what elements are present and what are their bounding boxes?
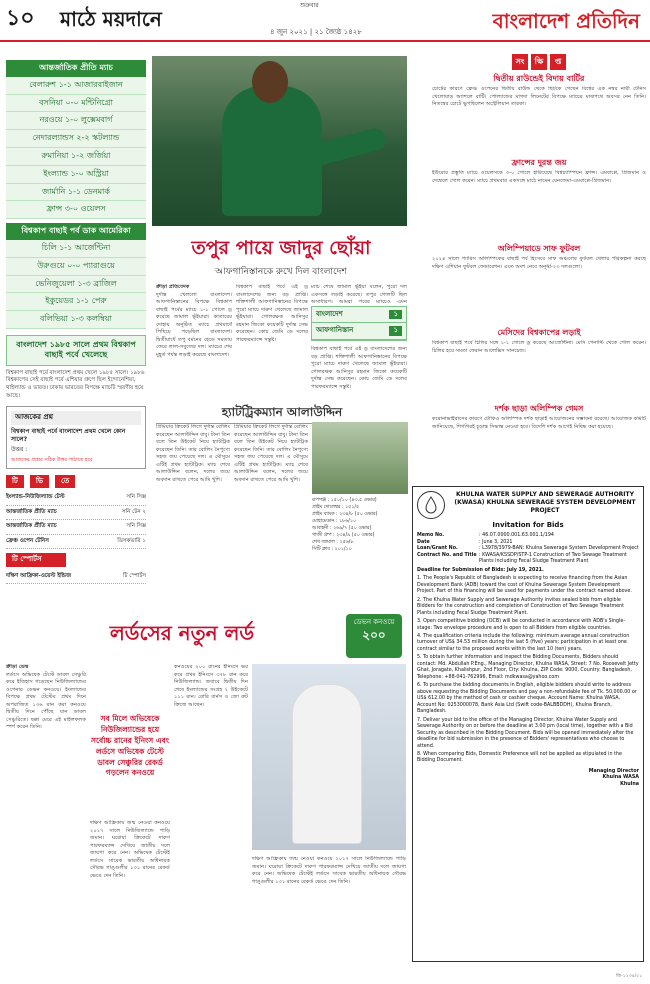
tender-para: 4. The qualification criteria include the following: minimum average annual construction turnover of US$ 34.53 million during the last 5 (five) years; participation in at least one contract similar to the proposed works within the last 10 (ten) years. (417, 634, 630, 652)
tv-row (6, 491, 146, 505)
team-score: ১ (389, 310, 402, 319)
wc-info-box (6, 335, 146, 366)
header-day: শুক্রবার (300, 2, 319, 9)
main-text-right: ম্যাচ শেষে জামাল ভূঁইয়া বলেন, পুরো দল একসঙ্গে লড়াই করেছে। তপুর গোলটি ছিল অসাধারণ। আমরা পরের ম্যাচেও এমন (311, 284, 407, 304)
scores-title: আন্তর্জাতিক প্রীতি ম্যাচ (6, 60, 146, 77)
hat-title: হ্যাটট্রিকম্যান আলাউদ্দিন (156, 404, 408, 424)
tender-para: 3. Open competitive bidding (OCB) will be conducted in accordance with ADB's Single-stage: Two envelope procedure and is open to all Bidders from eligible countries. (417, 619, 626, 631)
main-byline: ক্রীড়া প্রতিবেদক (156, 284, 190, 290)
left-column (0, 60, 152, 587)
brief-letter: প্ত (550, 54, 566, 70)
tender-para: 6. To purchase the bidding documents in English, eligible bidders should write to address above requesting the Bidding Documents and pay a non-refundable fee of Tk. 50,000.00 or US$ 612.00 by the method of cash or cashier cheque. Account Name: Khulna WASA, Account No: 0253000078, Bank Asia Ltd (Swift code-BALBBDDH), Khulna Branch, Bangladesh. (417, 683, 637, 715)
meta-value: : KWASA/KSSDP/STP-1 Construction of Two Sewage Treatment Plants including Fecal Sludge Treatment Plant (479, 552, 627, 565)
wc-info-head: বাংলাদেশ ১৯৮৫ সালে প্রথম বিশ্বকাপ বাছাই পর্বে খেলেছে (16, 339, 136, 360)
main-story-col-2 (236, 284, 308, 398)
news-title: মেসিদের বিশ্বকাপের লড়াই (497, 328, 581, 337)
main-story-col-1 (156, 284, 232, 398)
main-text-mid: বিশ্বকাপ বাছাই পর্বে এই ড্র বাংলাদেশের জন্য বড় প্রাপ্তি। শক্তিশালী আফগানিস্তানের বিপক্ষে পুরো ম্যাচে দারুণ খেলেছে জামাল ভূঁইয়ারা। গোলরক্ষক আনিসুর রহমান জিকো কয়েকটি দুর্দান্ত সেভ করেছেন। কোচ জেমি ডে দলের পারফরম্যান্সে সন্তুষ্ট। (236, 284, 308, 343)
tv-row (6, 570, 146, 584)
player-figure (222, 86, 322, 216)
scores-title-2: বিশ্বকাপ বাছাই পর্ব ডাক আমেরিকা (6, 223, 146, 240)
scores-list (6, 77, 146, 219)
badge-runs: ২০০ (362, 628, 386, 643)
team-score: ১ (389, 326, 402, 335)
sports-list (6, 570, 146, 584)
score-row: ইংল্যান্ড ১-০ অস্ট্রিয়া (6, 166, 146, 184)
news-text: করোনাভাইরাসের কারণে টোকিও অলিম্পিক দর্শক ছাড়াই আয়োজনের সম্ভাবনা রয়েছে। আয়োজক কমিটি জানিয়েছে, শিগগিরই চূড়ান্ত সিদ্ধান্ত নেওয়া হবে। বিদেশি দর্শক আগেই নিষিদ্ধ করা হয়েছে। (432, 416, 646, 430)
score-row: নেদারল্যান্ডস ২-২ স্কটল্যান্ড (6, 130, 146, 148)
score-row: বসনিয়া ০-০ মন্টিনিগ্রো (6, 95, 146, 113)
lords-text-2-cont: দক্ষিণ আফ্রিকায় জন্ম নেওয়া কনওয়ে ২০১৭ সালে নিউজিল্যান্ডে পাড়ি জমান। ঘরোয়া ক্রিকেটে দারুণ পারফরম্যান্স দেখিয়ে জাতীয় দলে জায়গা করে নেন। অভিষেক টেস্টেই লর্ডসে সাবেক ভারতীয় অধিনায়ক সৌরভ গাঙ্গুলীর ১৩১ রানের রেকর্ড ভেঙে দেন তিনি। (252, 856, 406, 885)
tv-tab: তে (55, 475, 75, 488)
main-story-col-3 (311, 284, 407, 304)
player-head (252, 61, 288, 103)
tv-program: আন্তর্জাতিক প্রীতি ম্যাচ (6, 508, 57, 515)
hat-text-col-1 (156, 424, 230, 608)
sports-head: টি স্পোর্টস (6, 553, 66, 566)
tv-channel: সনি টেন ২ (121, 508, 146, 515)
main-headline: তপুর পায়ে জাদুর ছোঁয়া (191, 237, 371, 259)
page-number: ১০ (6, 5, 35, 31)
news-text: ২০২৪ সালে প্যারিস অলিম্পিকের বাছাই পর্ব হিসেবে সাফ অঞ্চলের ফুটবল খেলার পরিকল্পনা করছে দক্ষিণ এশিয়ান ফুটবল ফেডারেশন। এতে অংশ নেবে অনূর্ধ্ব-২৩ দলগুলো। (432, 256, 646, 270)
main-photo (152, 56, 407, 226)
tender-para: 7. Deliver your bid to the office of the Managing Director, Khulna Water Supply and Sewerage Authority on or before the deadline at 3.00 pm (local time), together with a Bid Security as described in the Bidding Document. Bids will be opened immediately after the deadline for bid submission in the presence of Bidders' representatives who choose to attend. (417, 717, 634, 749)
tv-channel: সনি সিক্স (126, 494, 146, 501)
meta-key: Memo No. (417, 533, 445, 539)
tender-footer-code: জি-১২৩৪/২১ (616, 973, 642, 979)
meta-key: Loan/Grant No. (417, 546, 458, 552)
lords-text-col-3 (174, 664, 248, 980)
meta-key: Date (417, 539, 430, 545)
tv-channel: ডিসকভারি ১ (117, 537, 146, 544)
score-row: ভেনিজুয়েলা ১-৩ ব্রাজিল (6, 276, 146, 294)
brief-letter: সং (512, 54, 528, 70)
lords-text-2: দক্ষিণ আফ্রিকায় জন্ম নেওয়া কনওয়ে ২০১৭ সালে নিউজিল্যান্ডে পাড়ি জমান। ঘরোয়া ক্রিকেটে দারুণ পারফরম্যান্স দেখিয়ে জাতীয় দলে জায়গা করে নেন। অভিষেক টেস্টেই লর্ডসে সাবেক ভারতীয় অধিনায়ক সৌরভ গাঙ্গুলীর ১৩১ রানের রেকর্ড ভেঙে দেন তিনি। (90, 820, 170, 879)
newspaper-logo (493, 8, 640, 35)
tv-row (6, 506, 146, 520)
tender-para: 8. When comparing Bids, Domestic Preference will not be applied as stipulated in the Bidding Document. (417, 751, 622, 764)
tv-row (6, 520, 146, 534)
score-row: চিলি ১-১ আর্জেন্টিনা (6, 240, 146, 258)
score-row: জার্মানি ১-১ ডেনমার্ক (6, 184, 146, 202)
news-title: দর্শক ছাড়া অলিম্পিক গেমস (494, 404, 584, 413)
quiz-note: আজকের প্রশ্নের সঠিক উত্তর পাঠাতে হবে (11, 457, 93, 464)
page-header (0, 0, 650, 42)
tv-channel: টি স্পোর্টস (122, 572, 146, 579)
score-row: নরওয়ে ১-০ লুক্সেমবার্গ (6, 112, 146, 130)
scores-list-2 (6, 240, 146, 329)
main-story-col-3b (311, 346, 407, 398)
lords-text-col-2 (90, 820, 170, 980)
lords-text-3: কনওয়ের ২০০ রানের ইনিংসে ভর করে প্রথম ইনিংসে ৩৭৮ রান করে নিউজিল্যান্ড। জবাবে দ্বিতীয় দিন শেষে ইংল্যান্ডের সংগ্রহ ২ উইকেটে ১১১ রান। রোরি বার্নস ও জো রুট ক্রিজে আছেন। (174, 664, 248, 708)
tv-program: ফ্রেঞ্চ ওপেন টেনিস (6, 537, 49, 544)
hat-text-cont: প্রিমিয়ার ক্রিকেট লিগে দুর্দান্ত বোলিং করেছেন আলাউদ্দিন বাবু। টানা তিন বলে তিন উইকেট নিয়ে হ্যাটট্রিক করেছেন তিনি। তার বোলিং নৈপুণ্যে সহজ জয় পেয়েছে দল। এ মৌসুমে এটিই প্রথম হ্যাটট্রিক। ম্যাচ শেষে আলাউদ্দিন বলেন, দলের জয়ে অবদান রাখতে পেরে আমি খুশি। (234, 424, 308, 483)
main-text-mid-cont: বিশ্বকাপ বাছাই পর্বে এই ড্র বাংলাদেশের জন্য বড় প্রাপ্তি। শক্তিশালী আফগানিস্তানের বিপক্ষে পুরো ম্যাচে দারুণ খেলেছে জামাল ভূঁইয়ারা। গোলরক্ষক আনিসুর রহমান জিকো কয়েকটি দুর্দান্ত সেভ করেছেন। কোচ জেমি ডে দলের পারফরম্যান্সে সন্তুষ্ট। (311, 346, 407, 390)
lords-pull-quote: সব মিলে অভিষেকে নিউজিল্যান্ডের হয়ে সর্বোচ্চ রানের ইনিংস এবং লর্ডসে অভিষেক টেস্টে ডাবল সেঞ্চুরির রেকর্ড গড়লেন কনওয়ে (91, 714, 169, 778)
tv-program: দক্ষিণ আফ্রিকা-ওয়েস্ট ইন্ডিজ (6, 572, 71, 579)
lords-text-col-1 (6, 664, 86, 980)
tender-para: 1. The People's Republic of Bangladesh is expecting to receive financing from the Asian Development Bank (ADB) toward the cost of Khulna Sewerage System Development Project. Part of this financing will be used for payments under the contract named above. (417, 576, 632, 595)
tender-notice (412, 486, 644, 962)
lords-byline: ক্রীড়া ডেস্ক (6, 664, 29, 670)
meta-value: : L3978/3979-BAN: Khulna Sewerage System Development Project (479, 546, 639, 552)
news-title: অলিম্পিয়াডে সাফ ফুটবল (497, 244, 581, 253)
score-row: ফ্রান্স ৩-০ ওয়েলস (6, 201, 146, 219)
brief-letter: ক্ষি (531, 54, 547, 70)
score-team-1 (312, 307, 406, 323)
quiz-head: আজকের প্রশ্ন (11, 411, 141, 424)
news-title: দ্বিতীয় রাউন্ডেই বিদায় বার্টির (493, 74, 585, 83)
lords-headline: লর্ডসের নতুন লর্ড (109, 621, 255, 645)
tender-org: KHULNA WATER SUPPLY AND SEWERAGE AUTHORITY (KWASA) KHULNA SEWERAGE SYSTEM DEVELOPMENT PROJECT (454, 491, 636, 515)
hat-stats: রূপগঞ্জ : ১৫০/১০ (৪৩.৫ ওভার) প্রাইম দোলেশ্বর : ১৫১/৫ প্রাইম ব্যাংক : ২৩৪/৮ (৫০ ওভার) মোহামেডান : ১৮৬/১০ আবাহনী : ২৬৯/৭ (৫০ ওভার) গাজী গ্রুপ : ২৩৪/৯ (৫০ ওভার) শেখ জামাল : ২৫৬/৮ সিটি ক্লাব : ২০১/১০ (312, 498, 378, 552)
tv-program: ইংল্যান্ড-নিউজিল্যান্ড টেস্ট (6, 494, 65, 501)
tender-header (417, 491, 639, 519)
tender-ifb: Invitation for Bids (492, 521, 564, 529)
news-text: চোটের কারণে ফ্রেঞ্চ ওপেনের দ্বিতীয় রাউন্ড থেকে ছিটকে গেছেন বিশ্বের এক নম্বর নারী টেনিস খেলোয়াড় অ্যাশলে বার্টি। পোল্যান্ডের মাগদা লিনেটের বিপক্ষে ম্যাচের মাঝপথে অবসর নেন তিনি। নিতম্বের চোটে ভুগছিলেন অস্ট্রেলিয়ান তারকা। (432, 86, 646, 108)
meta-key: Contract No. and Title (417, 552, 477, 558)
team-name: আফগানিস্তান (316, 326, 354, 335)
meta-value: : June 3, 2021 (479, 539, 513, 545)
hat-photo (312, 422, 408, 494)
tender-meta-row (417, 553, 639, 566)
quiz-question: বিশ্বকাপ বাছাই পর্বে বাংলাদেশ প্রথম খেলে কোন সালে? (11, 427, 126, 444)
hat-text-col-2 (234, 424, 308, 608)
news-title: ফ্রান্সের দুরন্ত জয় (511, 158, 567, 167)
tv-tab: ভি (30, 475, 49, 488)
quiz-box (6, 406, 146, 468)
badge-player: ডেভন কনওয়ে (353, 618, 395, 626)
tender-deadline: Deadline for Submission of Bids: July 19, 2021. (417, 567, 544, 573)
lords-text-1: লর্ডসে অভিষেক টেস্টে ডাবল সেঞ্চুরি করে ইতিহাস গড়েছেন নিউজিল্যান্ডের ওপেনার ডেভন কনওয়ে। ইংল্যান্ডের বিপক্ষে প্রথম টেস্টের প্রথম দিনে অপরাজিত ১৩৬ রান করা কনওয়ে দ্বিতীয় দিনে পৌঁছে যান ডাবল সেঞ্চুরিতে। ছক্কা মেরে এই মাইলফলক স্পর্শ করেন তিনি। (6, 671, 86, 731)
kwasa-logo-icon (417, 491, 445, 519)
match-score-box (311, 306, 407, 341)
tender-para: 2. The Khulna Water Supply and Sewerage Authority invites sealed bids from eligible Bidders for the construction and completion of Construction of Two Sewage Treatment Plants including Fecal Sludge Treatment Plant. (417, 597, 625, 616)
lords-text-col-4 (252, 856, 406, 980)
tv-program: আন্তর্জাতিক প্রীতি ম্যাচ (6, 523, 57, 530)
score-row: রুমানিয়া ১-২ জর্জিয়া (6, 148, 146, 166)
brief-news-head (432, 54, 646, 70)
tender-para: 5. To obtain further information and inspect the Bidding Documents, Bidders should contact: Md. Abdullah P.Eng., Managing Director, Khulna WASA, Street: 7 No. Roosevelt Jetty Ghat, Joragate, Khalishpur, 2nd Floor, City: Khulna, ZIP Code: 9000, Country: Bangladesh, Telephone: +88-041-762996, Email: mdkwasa@yahoo.com (417, 655, 639, 680)
tv-list (6, 491, 146, 549)
tv-tab: টি (6, 475, 24, 488)
score-row: ইকুয়েডর ১-১ পেরু (6, 293, 146, 311)
tender-signature: Managing Director Khulna WASA Khulna (588, 768, 639, 787)
player-figure (292, 684, 362, 844)
header-date: ৪ জুন ২০২১ | ২১ জ্যৈষ্ঠ ১৪২৮ (270, 28, 362, 36)
section-name: মাঠে ময়দানে (60, 7, 162, 31)
drop-icon (420, 494, 442, 516)
lords-score-badge (346, 614, 402, 658)
lords-photo (252, 664, 406, 850)
hat-text: প্রিমিয়ার ক্রিকেট লিগে দুর্দান্ত বোলিং করেছেন আলাউদ্দিন বাবু। টানা তিন বলে তিন উইকেট নিয়ে হ্যাটট্রিক করেছেন তিনি। তার বোলিং নৈপুণ্যে সহজ জয় পেয়েছে দল। এ মৌসুমে এটিই প্রথম হ্যাটট্রিক। ম্যাচ শেষে আলাউদ্দিন বলেন, দলের জয়ে অবদান রাখতে পেরে আমি খুশি। (156, 424, 230, 483)
quiz-answer-label: উত্তর : (11, 446, 28, 454)
main-subhead: আফগানিস্তানকে রুখে দিল বাংলাদেশ (215, 267, 347, 277)
news-text: বিশ্বকাপ বাছাই পর্বে চিলির সঙ্গে ১-১ গোলে ড্র করেছে আর্জেন্টিনা। মেসি পেনাল্টি থেকে গোল করেন। চিলির হয়ে সমতা ফেরান আলেক্সিস সানচেজ। (432, 340, 646, 354)
wc-info-text: বিশ্বকাপ বাছাই পর্বে বাংলাদেশ প্রথম খেলে ১৯৮৫ সালে। ১৯৮৬ বিশ্বকাপের সেই বাছাই পর্বে এশিয়ার গ্রুপে ছিল ইন্দোনেশিয়া, থাইল্যান্ড ও ভারত। ঢাকায় ভারতের বিপক্ষে ম্যাচটি স্মরণীয় হয়ে আছে। (6, 369, 145, 399)
main-text-left: দুর্দান্ত খেললো বাংলাদেশ। আফগানিস্তানের বিপক্ষে বিশ্বকাপ বাছাই পর্বের ম্যাচে ১-১ গোলে ড্র করেছে জামাল ভূঁইয়ারা। কাতারের দোহায় অনুষ্ঠিত ম্যাচে প্রথমার্ধে পিছিয়ে পড়েছিল বাংলাদেশ। দ্বিতীয়ার্ধে তপু বর্মনের হেডে সমতায় ফেরে লাল-সবুজের দল। ম্যাচের শেষ মুহূর্ত পর্যন্ত লড়াই করেছে বাংলাদেশ। (156, 291, 232, 358)
logo-text: বাংলাদেশ প্রতিদিন (492, 9, 640, 33)
score-row: বলিভিয়া ১-৩ কলম্বিয়া (6, 311, 146, 329)
tv-row (6, 535, 146, 549)
meta-value: : 46.07.0000.001.63.001.1/194 (479, 533, 554, 539)
score-row: উরুগুয়ে ০-০ প্যারাগুয়ে (6, 258, 146, 276)
score-row: বেলারুশ ১-১ আজারবাইজান (6, 77, 146, 95)
tv-channel: সনি সিক্স (126, 523, 146, 530)
news-text: ইউরোর প্রস্তুতি ম্যাচে ওয়েলসকে ৩-০ গোলে হারিয়েছে বিশ্বচ্যাম্পিয়ন ফ্রান্স। এমবাপ্পে, গ্রিজমান ও দেম্বেলে গোল করেন। ম্যাচে প্রথমবার একসঙ্গে মাঠে নামেন বেনজেমা-এমবাপ্পে-গ্রিজমান। (432, 170, 646, 184)
team-name: বাংলাদেশ (316, 310, 343, 318)
score-team-2 (312, 323, 406, 339)
tender-meta (417, 533, 639, 565)
tv-head (6, 475, 146, 488)
